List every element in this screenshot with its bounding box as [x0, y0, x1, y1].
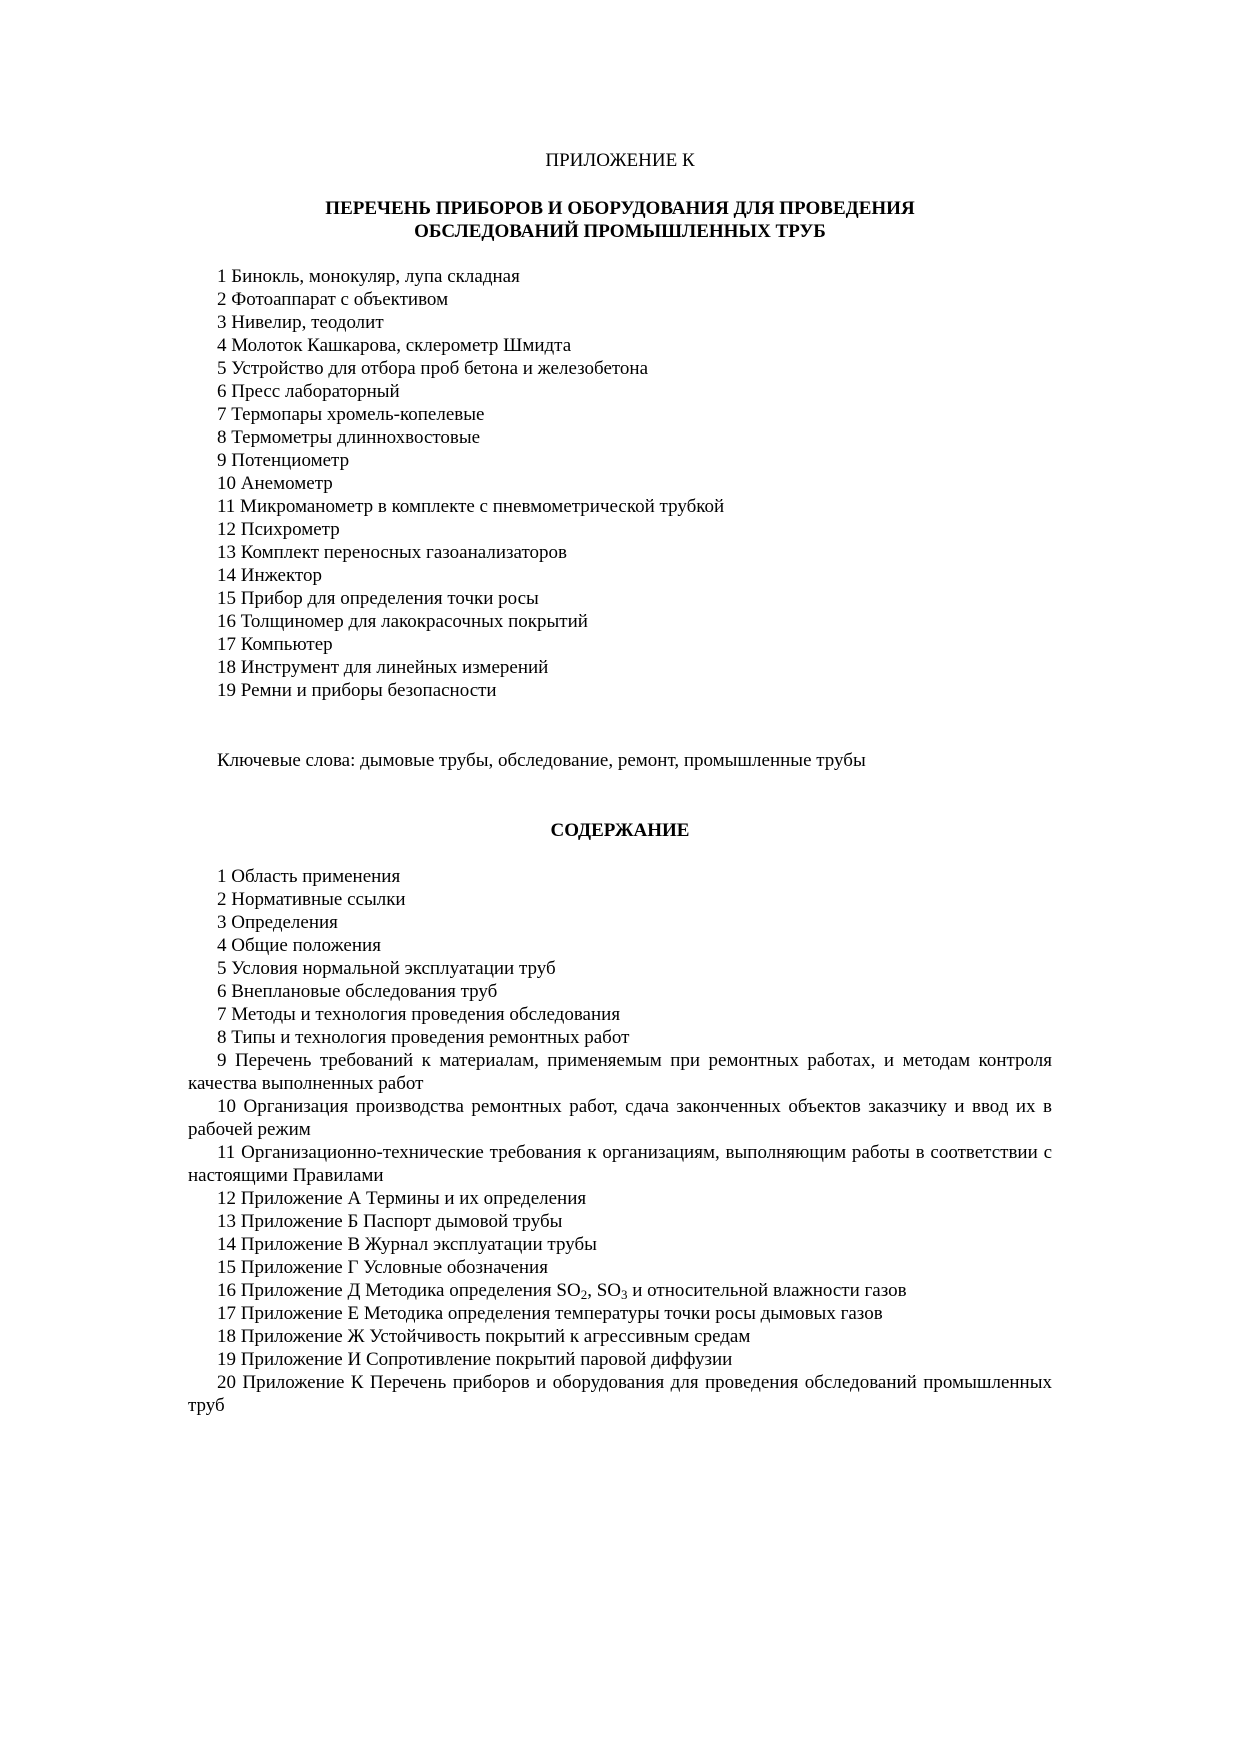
equipment-item: 18 Инструмент для линейных измерений: [217, 657, 549, 678]
equipment-item: 15 Прибор для определения точки росы: [217, 588, 539, 609]
toc-item: 1 Область применения: [217, 866, 401, 887]
toc-item: 8 Типы и технология проведения ремонтных работ: [217, 1027, 630, 1048]
toc-item: 14 Приложение В Журнал эксплуатации трубы: [217, 1234, 597, 1255]
toc-item: 3 Определения: [217, 912, 338, 933]
equipment-item: 16 Толщиномер для лакокрасочных покрытий: [217, 611, 588, 632]
equipment-item: 5 Устройство для отбора проб бетона и железобетона: [217, 358, 649, 379]
keywords-line: Ключевые слова: дымовые трубы, обследование, ремонт, промышленные трубы: [217, 750, 866, 771]
equipment-item: 17 Компьютер: [217, 634, 333, 655]
toc-item: 13 Приложение Б Паспорт дымовой трубы: [217, 1211, 563, 1232]
toc-item: 9 Перечень требований к материалам, применяемым при ремонтных работах, и методам контроля качества выполненных работ: [188, 1050, 1052, 1094]
equipment-item: 1 Бинокль, монокуляр, лупа складная: [217, 266, 520, 287]
toc-item: 6 Внеплановые обследования труб: [217, 981, 498, 1002]
toc-item: [188, 1279, 1052, 1302]
toc-item: 5 Условия нормальной эксплуатации труб: [217, 958, 556, 979]
toc-item: 17 Приложение Е Методика определения температуры точки росы дымовых газов: [217, 1303, 883, 1324]
equipment-item: 9 Потенциометр: [217, 450, 350, 471]
equipment-item: 11 Микроманометр в комплекте с пневмометрической трубкой: [217, 496, 725, 517]
toc-item: 15 Приложение Г Условные обозначения: [217, 1257, 548, 1278]
toc-item: 2 Нормативные ссылки: [217, 889, 406, 910]
equipment-item: 14 Инжектор: [217, 565, 322, 586]
table-of-contents: [188, 865, 1052, 1417]
equipment-item: 2 Фотоаппарат с объективом: [217, 289, 449, 310]
equipment-item: 19 Ремни и приборы безопасности: [217, 680, 497, 701]
toc-item-text: и относительной влажности газов: [627, 1280, 907, 1301]
subscript: 2: [580, 1287, 588, 1302]
toc-item: 4 Общие положения: [217, 935, 381, 956]
toc-item: 11 Организационно-технические требования к организациям, выполняющим работы в соответствии с настоящими Правилами: [188, 1142, 1052, 1186]
toc-item: 12 Приложение А Термины и их определения: [217, 1188, 587, 1209]
toc-item: 18 Приложение Ж Устойчивость покрытий к агрессивным средам: [217, 1326, 751, 1347]
document-title: [188, 197, 1052, 243]
toc-item: 10 Организация производства ремонтных работ, сдача законченных объектов заказчику и ввод их в рабочей режим: [188, 1096, 1052, 1140]
toc-item: 20 Приложение К Перечень приборов и оборудования для проведения обследований промышленных труб: [188, 1372, 1052, 1416]
toc-item-text: , SO: [587, 1280, 622, 1301]
equipment-item: 4 Молоток Кашкарова, склерометр Шмидта: [217, 335, 572, 356]
equipment-list: [188, 265, 1052, 702]
contents-title: СОДЕРЖАНИЕ: [550, 820, 690, 841]
equipment-item: 8 Термометры длиннохвостовые: [217, 427, 481, 448]
equipment-item: 3 Нивелир, теодолит: [217, 312, 384, 333]
toc-item: 7 Методы и технология проведения обследования: [217, 1004, 621, 1025]
toc-item: 19 Приложение И Сопротивление покрытий паровой диффузии: [217, 1349, 733, 1370]
appendix-label: ПРИЛОЖЕНИЕ К: [545, 150, 695, 171]
equipment-item: 7 Термопары хромель-копелевые: [217, 404, 485, 425]
title-line: ПЕРЕЧЕНЬ ПРИБОРОВ И ОБОРУДОВАНИЯ ДЛЯ ПРОВЕДЕНИЯ: [325, 198, 915, 219]
equipment-item: 12 Психрометр: [217, 519, 340, 540]
equipment-item: 6 Пресс лабораторный: [217, 381, 400, 402]
title-line: ОБСЛЕДОВАНИЙ ПРОМЫШЛЕННЫХ ТРУБ: [414, 221, 826, 242]
equipment-item: 10 Анемометр: [217, 473, 333, 494]
subscript: 3: [621, 1287, 628, 1302]
equipment-item: 13 Комплект переносных газоанализаторов: [217, 542, 567, 563]
toc-item-text: 16 Приложение Д Методика определения SO: [217, 1280, 581, 1301]
